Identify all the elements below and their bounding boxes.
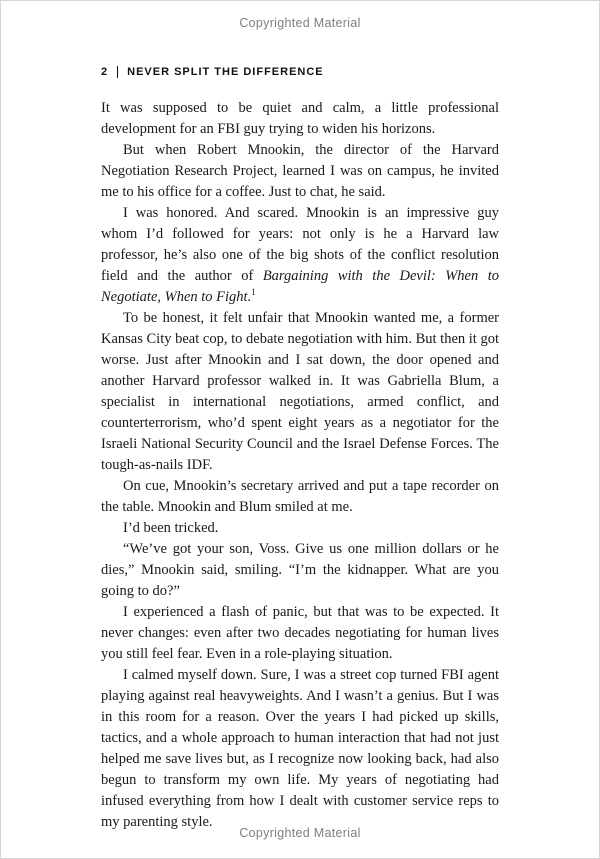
footnote-reference: 1 [251, 287, 256, 298]
paragraph [101, 203, 499, 308]
paragraph-text: I was honored. And scared. Mnookin is an impressive guy whom I’d followed for years: not only is he a Harvard law professor, he’s also one of the big shots of the conflict resolution field and the author of [101, 205, 499, 284]
page-header [101, 66, 499, 78]
paragraph: I calmed myself down. Sure, I was a street cop turned FBI agent playing against real heavyweights. And I wasn’t a genius. But I was in this room for a reason. Over the years I had picked up skills, tactics, and a whole approach to human interaction that had not just helped me save lives but, as I recognize now looking back, had also begun to transform my own life. My years of negotiating had infused everything from how I dealt with customer service reps to my parenting style. [101, 667, 499, 830]
body-text [101, 98, 499, 833]
paragraph: It was supposed to be quiet and calm, a little professional development for an FBI guy trying to widen his horizons. [101, 100, 499, 137]
cited-book-title: Bargaining with the Devil: When to Negotiate, When to Fight. [101, 268, 500, 305]
paragraph: I’d been tricked. [123, 520, 219, 536]
copyright-watermark-top: Copyrighted Material [239, 16, 361, 30]
paragraph: To be honest, it felt unfair that Mnookin wanted me, a former Kansas City beat cop, to debate negotiation with him. But then it got worse. Just after Mnookin and I sat down, the door opened and another Harvard professor walked in. It was Gabriella Blum, a specialist in international negotiations, armed conflict, and counterterrorism, who’d spent eight years as a negotiator for the Israeli National Security Council and the Israel Defense Forces. The tough-as-nails IDF. [101, 310, 499, 473]
paragraph: But when Robert Mnookin, the director of the Harvard Negotiation Research Project, learned I was on campus, he invited me to his office for a coffee. Just to chat, he said. [101, 142, 499, 200]
copyright-watermark-bottom: Copyrighted Material [239, 826, 361, 840]
paragraph: “We’ve got your son, Voss. Give us one million dollars or he dies,” Mnookin said, smiling. “I’m the kidnapper. What are you going to do?” [101, 541, 499, 599]
page-number: 2 [101, 66, 109, 78]
book-title: NEVER SPLIT THE DIFFERENCE [127, 66, 324, 78]
header-divider [117, 66, 118, 78]
paragraph: On cue, Mnookin’s secretary arrived and put a tape recorder on the table. Mnookin and Blum smiled at me. [101, 478, 499, 515]
paragraph: I experienced a flash of panic, but that was to be expected. It never changes: even after two decades negotiating for human lives you still feel fear. Even in a role-playing situation. [101, 604, 499, 662]
page-content [101, 66, 499, 833]
